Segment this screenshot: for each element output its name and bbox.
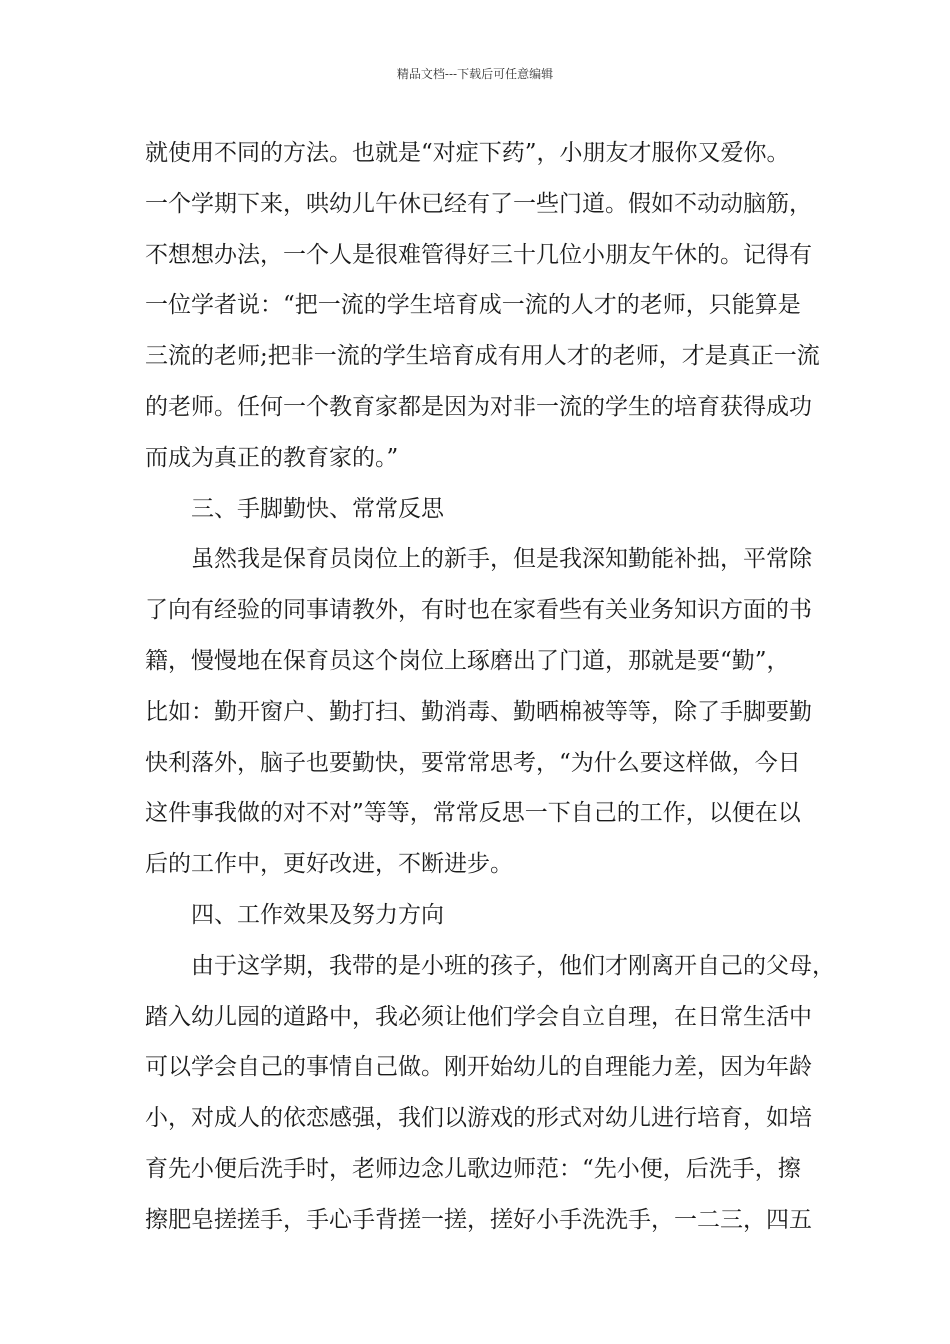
text-line: 一个学期下来，哄幼儿午休已经有了一些门道。假如不动动脑筋，	[145, 190, 812, 217]
text-line: 可以学会自己的事情自己做。刚开始幼儿的自理能力差，因为年龄	[145, 1054, 812, 1081]
text-line: 一位学者说：“把一流的学生培育成一流的人才的老师，只能算是	[145, 292, 801, 319]
text-line: 的老师。任何一个教育家都是因为对非一流的学生的培育获得成功	[145, 393, 812, 420]
section-heading: 三、手脚勤快、常常反思	[191, 495, 444, 522]
text-line: 三流的老师;把非一流的学生培育成有用人才的老师，才是真正一流	[145, 343, 820, 370]
document-body	[145, 128, 845, 1246]
text-line: 籍，慢慢地在保育员这个岗位上琢磨出了门道，那就是要“勤”，	[145, 647, 790, 674]
text-line: 育先小便后洗手时，老师边念儿歌边师范：“先小便，后洗手，擦	[145, 1155, 801, 1182]
text-line: 由于这学期，我带的是小班的孩子，他们才刚离开自己的父母，	[191, 952, 835, 979]
text-line: 虽然我是保育员岗位上的新手，但是我深知勤能补拙，平常除	[191, 546, 812, 573]
text-line: 小，对成人的依恋感强，我们以游戏的形式对幼儿进行培育，如培	[145, 1105, 812, 1132]
text-line: 擦肥皂搓搓手，手心手背搓一搓，搓好小手洗洗手，一二三，四五	[145, 1206, 812, 1233]
text-line: 快利落外，脑子也要勤快，要常常思考，“为什么要这样做，今日	[145, 749, 801, 776]
text-line: 踏入幼儿园的道路中，我必须让他们学会自立自理，在日常生活中	[145, 1003, 812, 1030]
text-line: 后的工作中，更好改进，不断进步。	[145, 851, 513, 878]
text-line: 而成为真正的教育家的。”	[145, 444, 399, 471]
section-heading: 四、工作效果及努力方向	[191, 901, 444, 928]
text-line: 了向有经验的同事请教外，有时也在家看些有关业务知识方面的书	[145, 597, 812, 624]
page-header: 精品文档---下载后可任意编辑	[396, 67, 554, 81]
text-line: 这件事我做的对不对”等等，常常反思一下自己的工作，以便在以	[145, 800, 801, 827]
text-line: 比如：勤开窗户、勤打扫、勤消毒、勤晒棉被等等，除了手脚要勤	[145, 698, 812, 725]
text-line: 就使用不同的方法。也就是“对症下药”，小朋友才服你又爱你。	[145, 140, 790, 166]
text-line: 不想想办法，一个人是很难管得好三十几位小朋友午休的。记得有	[145, 241, 812, 268]
